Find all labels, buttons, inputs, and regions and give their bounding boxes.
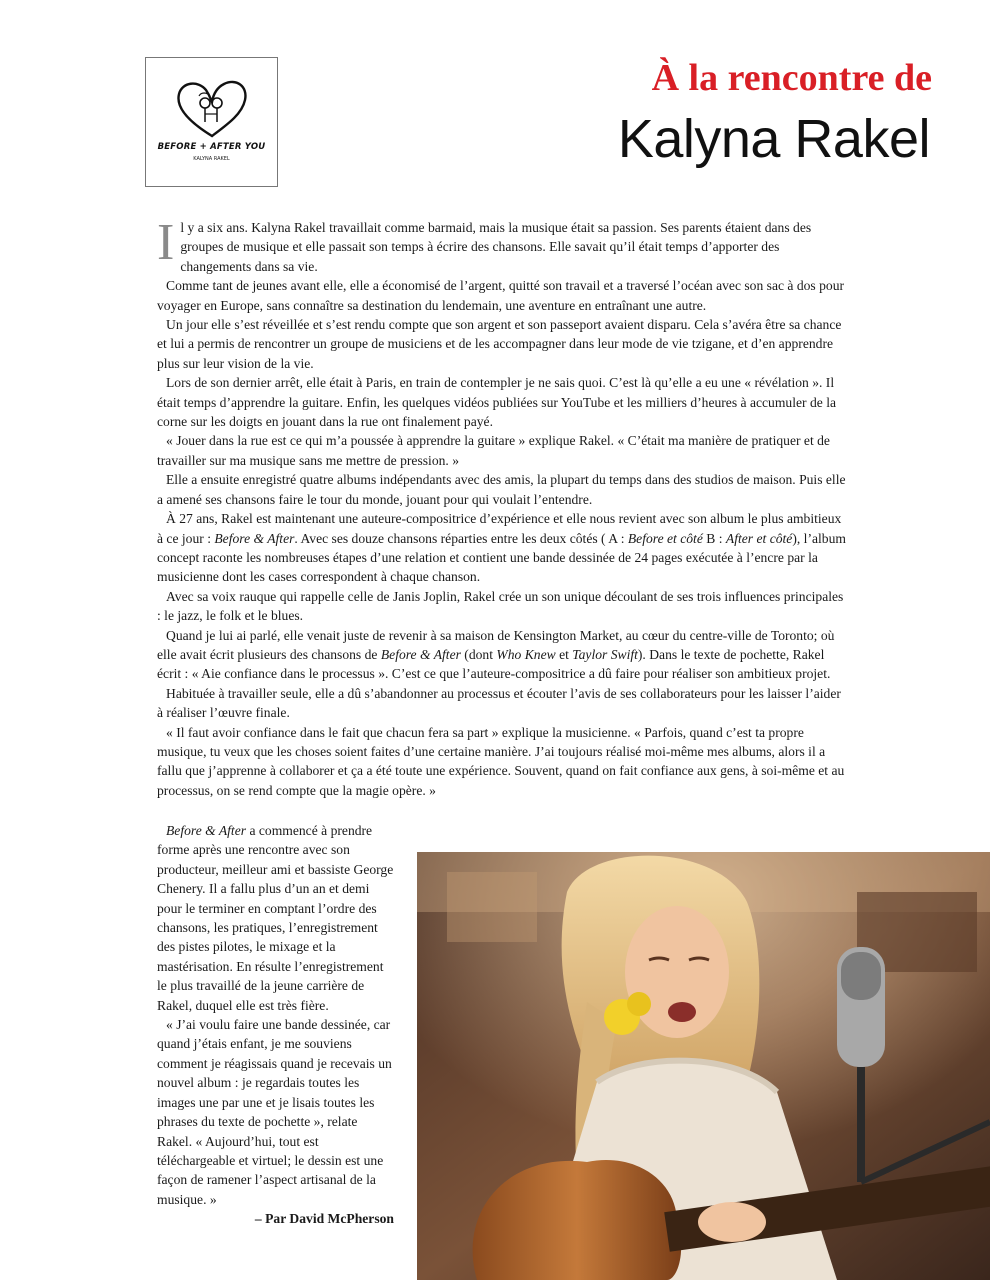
- paragraph: Before & After a commencé à prendre forme après une rencontre avec son producteur, meilleur ami et bassiste George Chenery. Il a fallu plus d’un an et demi pour le terminer en comptant l’ordre des chansons, les pratiques, l’enregistrement des pistes pilotes, le mixage et la mastérisation. En résulte l’enregistrement le plus travaillé de la jeune carrière de Rakel, duquel elle est très fière.: [157, 823, 394, 1013]
- singer-with-guitar-image: [417, 852, 990, 1280]
- logo-subtitle: KALYNA RAKEL: [193, 156, 230, 162]
- paragraph: Elle a ensuite enregistré quatre albums indépendants avec des amis, la plupart du temps dans des studios de maison. Puis elle a amené ses chansons faire le tour du monde, jouant pour qui voulait l’entendre.: [157, 472, 846, 507]
- paragraph: « Il faut avoir confiance dans le fait que chacun fera sa part » explique la musicienne. « Parfois, quand c’est ta propre musique, tu veux que les choses soient faites d’une certaine manière. J’ai toujours réalisé moi-même mes albums, alors il a fallu que j’apprenne à collaborer et ça a été toute une expérience. Souvent, quand on fait confiance aux gens, à soi-même et au processus, on se rend compte que la magie opère. »: [157, 724, 845, 798]
- album-logo: [145, 57, 278, 187]
- article-body: [157, 214, 847, 800]
- drop-cap: I: [157, 214, 175, 271]
- paragraph: À 27 ans, Rakel est maintenant une auteure-compositrice d’expérience et elle nous revient avec son album le plus ambitieux à ce jour : Before & After. Avec ses douze chansons réparties entre les deux côtés ( A : Before et côté B : After et côté), l’album concept raconte les nombreuses étapes d’une relation et contient une bande dessinée de 24 pages exécutée à l’encre par la musicienne dont les cases correspondent à chaque chanson.: [157, 511, 846, 585]
- paragraph: Il y a six ans. Kalyna Rakel travaillait comme barmaid, mais la musique était sa passion. Ses parents étaient dans des groupes de musique et elle passait son temps à écrire des chansons. Elle savait qu’il était temps d’apporter des changements dans sa vie.: [157, 214, 812, 274]
- paragraph: Comme tant de jeunes avant elle, elle a économisé de l’argent, quitté son travail et a traversé l’océan avec son sac à dos pour voyager en Europe, sans connaître sa destination du lendemain, une aventure en entraînant une autre.: [157, 278, 845, 313]
- byline: – Par David McPherson: [254, 1211, 394, 1227]
- paragraph: Avec sa voix rauque qui rappelle celle de Janis Joplin, Rakel crée un son unique découlant de ses trois influences principales : le jazz, le folk et le blues.: [157, 588, 844, 624]
- paragraph: « J’ai voulu faire une bande dessinée, car quand j’étais enfant, je me souviens comment je réagissais quand je recevais un nouvel album : je regardais toutes les images une par une et je lisais toutes les phrases du texte de pochette », relate Rakel. « Aujourd’hui, tout est téléchargeable et virtuel; le dessin est une façon de ramener l’aspect artisanal de la musique. »: [157, 1017, 392, 1207]
- heart-logo-icon: [146, 58, 277, 186]
- page-title: Kalyna Rakel: [617, 109, 930, 169]
- artist-photo: [417, 852, 990, 1280]
- paragraph: Lors de son dernier arrêt, elle était à Paris, en train de contempler je ne sais quoi. C’est là qu’elle a eu une « révélation ». Il était temps d’apprendre la guitare. Enfin, les quelques vidéos publiées sur YouTube et les milliers d’heures à accumuler de la corne sur les doigts en jouant dans la rue ont finalement payé.: [157, 375, 837, 430]
- paragraph: Habituée à travailler seule, elle a dû s’abandonner au processus et écouter l’avis de ses collaborateurs pour les laisser l’aider à réaliser l’œuvre finale.: [157, 685, 841, 721]
- article-body-narrow: [157, 821, 394, 1229]
- paragraph: « Jouer dans la rue est ce qui m’a poussée à apprendre la guitare » explique Rakel. « C’était ma manière de pratiquer et de travailler sur ma musique sans me mettre de pression. »: [157, 433, 830, 468]
- header-kicker: À la rencontre de: [651, 57, 932, 99]
- paragraph: Quand je lui ai parlé, elle venait juste de revenir à sa maison de Kensington Market, au cœur du centre-ville de Toronto; où elle avait écrit plusieurs des chansons de Before & After (dont Who Knew et Taylor Swift). Dans le texte de pochette, Rakel écrit : « Aie confiance dans le processus ». C’est ce que l’auteure-compositrice a dû faire pour réaliser son ambitieux projet.: [157, 627, 835, 682]
- logo-title: BEFORE + AFTER YOU: [157, 142, 266, 152]
- paragraph: Un jour elle s’est réveillée et s’est rendu compte que son argent et son passeport avaient disparu. Cela s’avéra être sa chance et lui a permis de rencontrer un groupe de musiciens et de les accompagner dans leur mode de vie tzigane, et d’en apprendre plus sur leur vision de la vie.: [157, 317, 842, 371]
